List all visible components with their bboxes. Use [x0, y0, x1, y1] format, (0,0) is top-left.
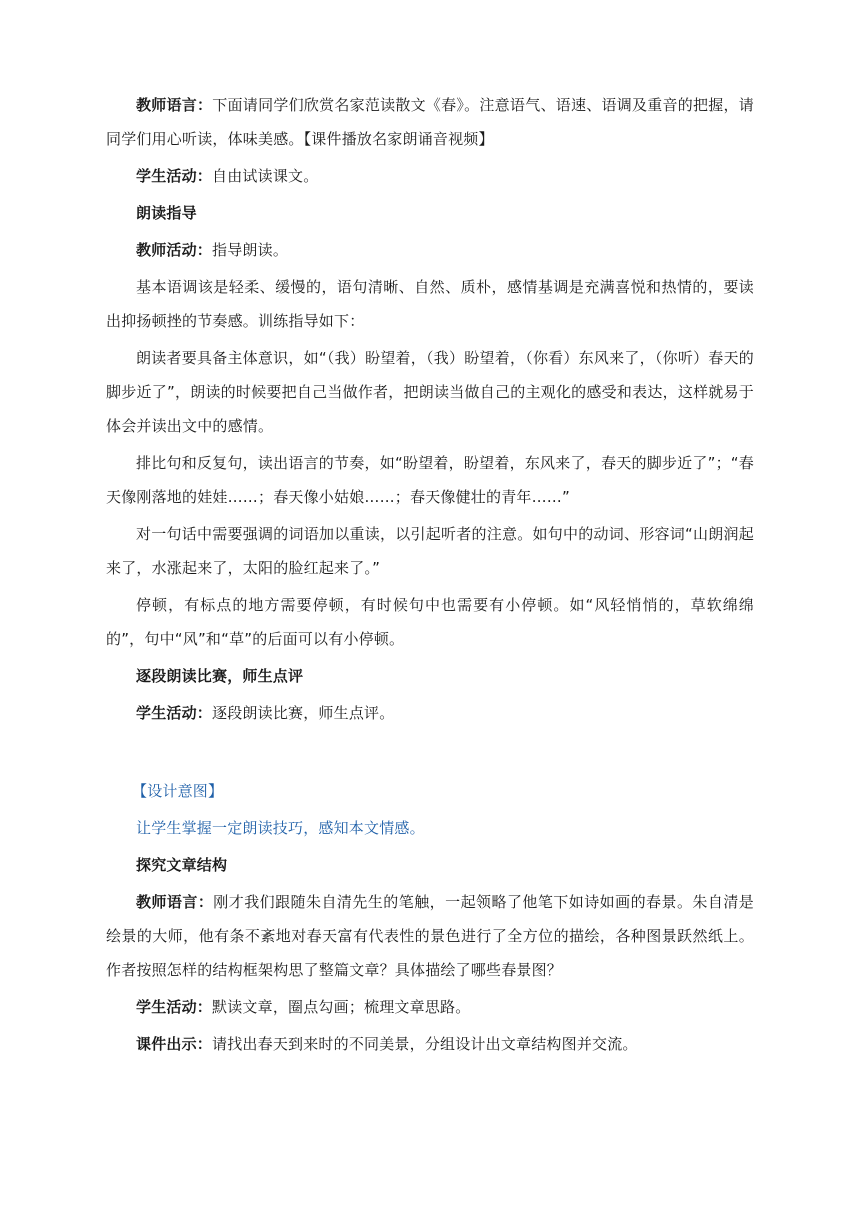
heading-reading-contest — [106, 659, 754, 693]
text-teacher-language: 刚才我们跟随朱自清先生的笔触，一起领略了他笔下如诗如画的春景。朱自清是绘景的大师，他有条不紊地对春天富有代表性的景色进行了全方位的描绘，各种图景跃然纸上。作者按照怎样的结构框架构思了整篇文章？具体描绘了哪些春景图？ — [106, 893, 754, 979]
heading-text: 朗读指导 — [136, 204, 197, 222]
heading-reading-guidance — [106, 196, 754, 230]
label-courseware: 课件出示： — [136, 1035, 213, 1053]
text-student-activity: 自由试读课文。 — [212, 167, 319, 185]
heading-text: 探究文章结构 — [136, 856, 228, 874]
paragraph-teacher-language-2 — [106, 885, 754, 987]
text-courseware: 请找出春天到来时的不同美景，分组设计出文章结构图并交流。 — [212, 1035, 638, 1053]
heading-explore-structure — [106, 848, 754, 882]
label-student-activity: 学生活动： — [136, 704, 213, 722]
paragraph-subject-awareness: 朗读者要具备主体意识，如“（我）盼望着，（我）盼望着，（你看）东风来了，（你听）春天的脚步近了”，朗读的时候要把自己当做作者，把朗读当做自己的主观化的感受和表达，这样就易于体会并读出文中的感情。 — [106, 349, 754, 435]
paragraph-parallelism: 排比句和反复句，读出语言的节奏，如“盼望着，盼望着，东风来了，春天的脚步近了”；“春天像刚落地的娃娃……；春天像小姑娘……；春天像健壮的青年……” — [106, 454, 754, 506]
text-teacher-activity: 指导朗读。 — [212, 241, 289, 259]
label-teacher-language: 教师语言： — [136, 96, 213, 114]
label-student-activity: 学生活动： — [136, 167, 213, 185]
label-teacher-language: 教师语言： — [136, 893, 214, 911]
document-body — [106, 88, 754, 1064]
paragraph-stress: 对一句话中需要强调的词语加以重读，以引起听者的注意。如句中的动词、形容词“山朗润起来了，水涨起来了，太阳的脸红起来了。” — [106, 525, 754, 577]
paragraph-teacher-activity — [106, 233, 754, 267]
paragraph-teacher-language-1 — [106, 88, 754, 156]
label-student-activity: 学生活动： — [136, 998, 213, 1016]
paragraph-student-activity-2 — [106, 696, 754, 730]
paragraph-basic-tone: 基本语调该是轻柔、缓慢的，语句清晰、自然、质朴，感情基调是充满喜悦和热情的，要读出抑扬顿挫的节奏感。训练指导如下： — [106, 278, 754, 330]
paragraph-pause: 停顿，有标点的地方需要停顿，有时候句中也需要有小停顿。如“风轻悄悄的，草软绵绵的”，句中“风”和“草”的后面可以有小停顿。 — [106, 596, 754, 648]
text-student-activity: 默读文章，圈点勾画；梳理文章思路。 — [212, 998, 471, 1016]
paragraph-courseware — [106, 1027, 754, 1061]
paragraph-student-activity-1 — [106, 159, 754, 193]
text-teacher-language: 下面请同学们欣赏名家范读散文《春》。注意语气、语速、语调及重音的把握，请同学们用心听读，体味美感。【课件播放名家朗诵音视频】 — [106, 96, 754, 148]
spacer — [106, 730, 754, 774]
heading-text: 逐段朗读比赛，师生点评 — [136, 667, 304, 685]
paragraph-student-activity-3 — [106, 990, 754, 1024]
design-intent-text: 让学生掌握一定朗读技巧，感知本文情感。 — [136, 819, 425, 837]
label-teacher-activity: 教师活动： — [136, 241, 213, 259]
text-student-activity: 逐段朗读比赛，师生点评。 — [212, 704, 395, 722]
design-intent-heading: 【设计意图】 — [132, 782, 224, 800]
